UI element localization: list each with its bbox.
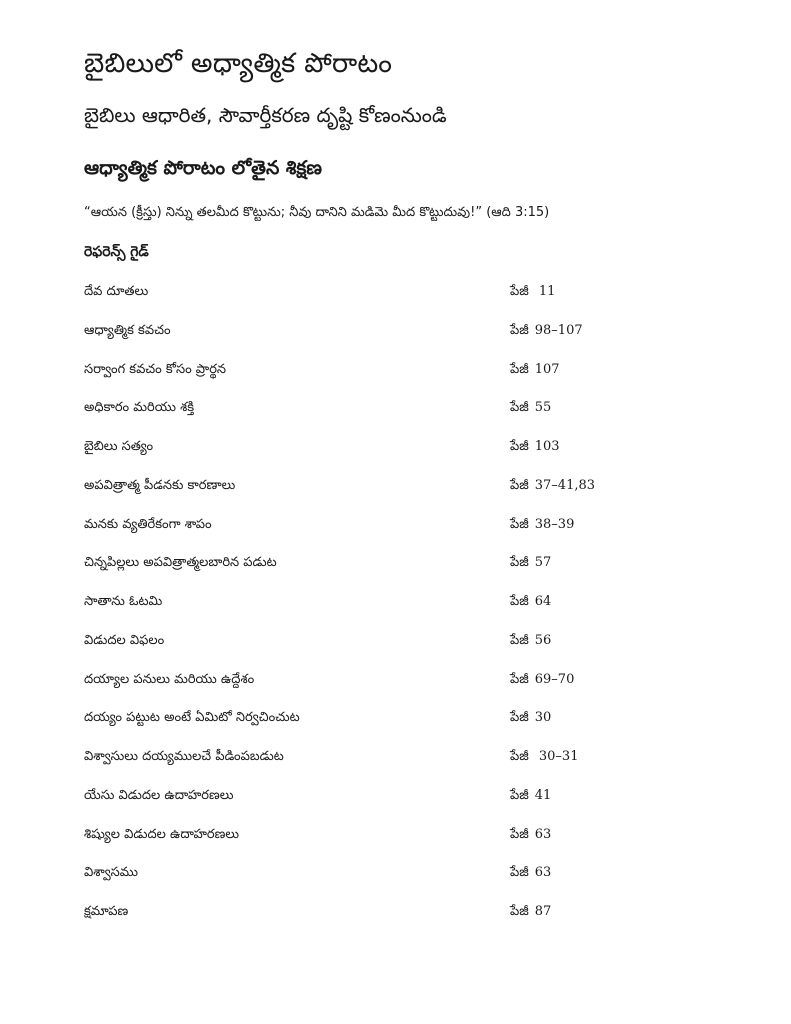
reference-topic: సాతాను ఓటమి [84,594,163,609]
reference-row [84,437,724,476]
page-number: 57 [534,555,552,571]
page-label: పేజీ [510,710,529,726]
reference-page [510,708,551,728]
reference-topic: యేసు విడుదల ఉదాహరణలు [84,787,234,803]
page-label: పేజీ [510,787,529,803]
reference-row [84,670,724,709]
reference-page [510,282,555,302]
reference-row [84,282,724,321]
reference-row [84,747,724,786]
page-number: 11 [534,284,556,299]
page-number: 107 [534,361,560,377]
reference-page [510,747,578,767]
reference-row [84,631,724,670]
page-number: 38–39 [534,516,575,532]
reference-topic: బైబిలు సత్యం [84,439,154,454]
page-number: 63 [534,826,552,842]
reference-page [510,553,551,573]
page-number: 30–31 [534,749,579,764]
reference-topic: మనకు వ్యతిరేకంగా శాపం [84,516,212,532]
reference-topic: శిష్యుల విడుదల ఉదాహరణలు [84,826,240,842]
reference-page [510,670,574,690]
page-number: 30 [534,710,552,726]
reference-row [84,825,724,864]
page-number: 63 [534,865,552,881]
reference-topic: విశ్వాసము [84,865,139,881]
reference-page [510,592,551,612]
page-label: పేజీ [510,516,529,532]
reference-page [510,863,551,883]
page-label: పేజీ [510,555,529,571]
reference-topic: విడుదల విఫలం [84,632,165,648]
reference-page [510,515,574,535]
reference-page [510,398,551,418]
document-title: బైబిలులో అధ్యాత్మిక పోరాటం [84,48,393,79]
page-label: పేజీ [510,632,529,648]
reference-guide-title: రెఫరెన్స్ గైడ్ [84,244,149,260]
reference-topic: విశ్వాసులు దయ్యములచే పీడింపబడుట [84,749,284,764]
reference-row [84,708,724,747]
reference-row [84,360,724,399]
reference-row [84,515,724,554]
reference-page [510,437,560,457]
document-subtitle: బైబిలు ఆధారిత, సౌవార్తీకరణ దృష్టి కోణంనుండి [84,103,447,127]
reference-page [510,321,583,341]
reference-row [84,786,724,825]
reference-page [510,631,551,651]
reference-topic: సర్వాంగ కవచం కోసం ప్రార్థన [84,361,227,377]
page-number: 41 [534,787,552,803]
reference-row [84,553,724,592]
page-number: 37–41,83 [534,477,596,493]
reference-list [84,282,724,941]
page-number: 69–70 [534,671,575,687]
page-number: 55 [534,400,552,416]
page-label: పేజీ [510,284,529,299]
page-label: పేజీ [510,594,529,609]
reference-row [84,321,724,360]
page-label: పేజీ [510,904,529,919]
reference-page [510,825,551,845]
page-label: పేజీ [510,439,529,454]
reference-row [84,863,724,902]
page-label: పేజీ [510,865,529,881]
page-label: పేజీ [510,361,529,377]
reference-page [510,786,551,806]
page-number: 64 [534,594,552,609]
reference-page [510,360,560,380]
page-label: పేజీ [510,477,529,493]
reference-topic: క్షమాపణ [84,904,129,919]
page-label: పేజీ [510,671,529,687]
page-label: పేజీ [510,400,529,416]
page-label: పేజీ [510,826,529,842]
reference-page [510,476,595,496]
reference-topic: దయ్యాల పనులు మరియు ఉద్దేశం [84,671,255,687]
page-label: పేజీ [510,749,529,764]
reference-row [84,398,724,437]
reference-row [84,476,724,515]
page-number: 87 [534,904,552,919]
reference-page [510,902,551,922]
page-number: 103 [534,439,560,454]
reference-topic: అధికారం మరియు శక్తి [84,400,195,416]
page-number: 56 [534,632,552,648]
page-label: పేజీ [510,322,529,338]
reference-row [84,902,724,941]
reference-topic: ఆధ్యాత్మిక కవచం [84,322,171,338]
scripture-quote: “ఆయన (క్రీస్తు) నిన్ను తలమీద కొట్టును; నీవు దానిని మడిమె మీద కొట్టుదువు!” (ఆది 3:15) [84,205,550,220]
section-title: ఆధ్యాత్మిక పోరాటం లోతైన శిక్షణ [84,157,322,179]
reference-topic: చిన్నపిల్లలు అపవిత్రాత్మలబారిన పడుట [84,555,277,571]
reference-row [84,592,724,631]
reference-topic: దయ్యం పట్టుట అంటే ఏమిటో నిర్వచించుట [84,710,300,726]
page-number: 98–107 [534,322,583,338]
reference-topic: అపవిత్రాత్మ పీడనకు కారణాలు [84,477,236,493]
reference-topic: దేవ దూతలు [84,284,149,299]
